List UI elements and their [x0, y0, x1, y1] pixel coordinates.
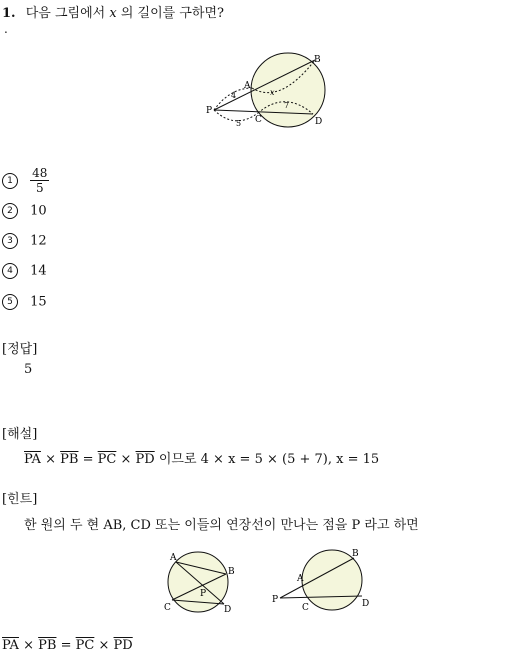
hint-equals-sign: = — [60, 638, 72, 653]
hint1-label-c: C — [164, 603, 171, 613]
hint-segment-pb: $\overline{PB}$ — [38, 638, 57, 653]
segment-pc: $\overline{PC}$ — [97, 452, 117, 467]
question-title — [2, 2, 224, 21]
main-figure — [200, 50, 340, 135]
choice-marker-3: 3 — [2, 233, 18, 249]
hint-times-sign: × — [98, 638, 110, 653]
hint2-label-p: P — [272, 595, 279, 605]
label-7: 7 — [284, 101, 290, 110]
question-variable: x — [109, 6, 117, 21]
hint-segment-pc: $\overline{PC}$ — [75, 638, 95, 653]
question-text-before: 다음 그림에서 — [25, 6, 106, 21]
hint-segment-pd: $\overline{PD}$ — [113, 638, 133, 653]
segment-pb: $\overline{PB}$ — [60, 452, 79, 467]
hint-segment-pa: $\overline{PA}$ — [2, 638, 19, 653]
label-p: P — [206, 106, 213, 116]
explanation-text: 이므로 4 × x = 5 × (5 + 7), x = 15 — [158, 452, 380, 467]
hint-header: [힌트] — [2, 492, 38, 507]
hint1-label-a: A — [170, 553, 177, 563]
choice-value-5: 15 — [30, 294, 47, 310]
hint1-label-b: B — [228, 567, 235, 577]
choice-marker-4: 4 — [2, 263, 18, 279]
label-b: B — [314, 55, 321, 65]
equals-sign: = — [82, 452, 94, 467]
question-text-after: 의 길이를 구하면? — [120, 6, 224, 21]
choice-2[interactable] — [2, 203, 47, 219]
segment-pa: $\overline{PA}$ — [24, 452, 41, 467]
choice-value-2: 10 — [30, 203, 47, 219]
question-number: 1. — [2, 6, 16, 21]
hint2-label-a: A — [297, 574, 304, 584]
choice-marker-2: 2 — [2, 203, 18, 219]
label-a: A — [244, 81, 251, 91]
dot-mark: . — [4, 22, 8, 36]
label-4: 4 — [231, 91, 237, 100]
hint-figure-chords — [160, 548, 240, 616]
segment-pd: $\overline{PD}$ — [135, 452, 155, 467]
hint-formula — [2, 638, 133, 653]
times-sign: × — [45, 452, 56, 467]
hint2-label-c: C — [302, 603, 309, 613]
hint2-label-d: D — [362, 599, 370, 609]
label-d: D — [315, 117, 323, 127]
label-5: 5 — [236, 119, 242, 128]
hint-times-sign: × — [23, 638, 34, 653]
choice-1[interactable] — [2, 166, 49, 195]
label-c: C — [255, 115, 262, 125]
fraction-numerator: 48 — [32, 166, 48, 180]
explanation-line — [24, 448, 379, 467]
times-sign: × — [120, 452, 132, 467]
fraction-denominator: 5 — [35, 181, 44, 195]
hint-circle-1 — [168, 552, 228, 612]
choice-value-4: 14 — [30, 263, 47, 279]
hint1-label-d: D — [224, 605, 232, 615]
hint-text: 한 원의 두 현 AB, CD 또는 이들의 연장선이 만나는 점을 P 라고 하면 — [24, 518, 419, 533]
choice-marker-1: 1 — [2, 173, 18, 189]
answer-value: 5 — [24, 362, 33, 377]
answer-header: [정답] — [2, 342, 38, 357]
choice-5[interactable] — [2, 294, 47, 310]
hint-figure-secants — [270, 548, 380, 618]
hint1-label-p: P — [200, 589, 207, 599]
choice-value-3: 12 — [30, 233, 47, 249]
choice-4[interactable] — [2, 263, 47, 279]
choice-marker-5: 5 — [2, 294, 18, 310]
choice-fraction — [30, 166, 49, 195]
label-x: x — [270, 88, 275, 97]
hint2-label-b: B — [352, 549, 359, 559]
explanation-header: [해설] — [2, 427, 38, 442]
choice-3[interactable] — [2, 233, 47, 249]
